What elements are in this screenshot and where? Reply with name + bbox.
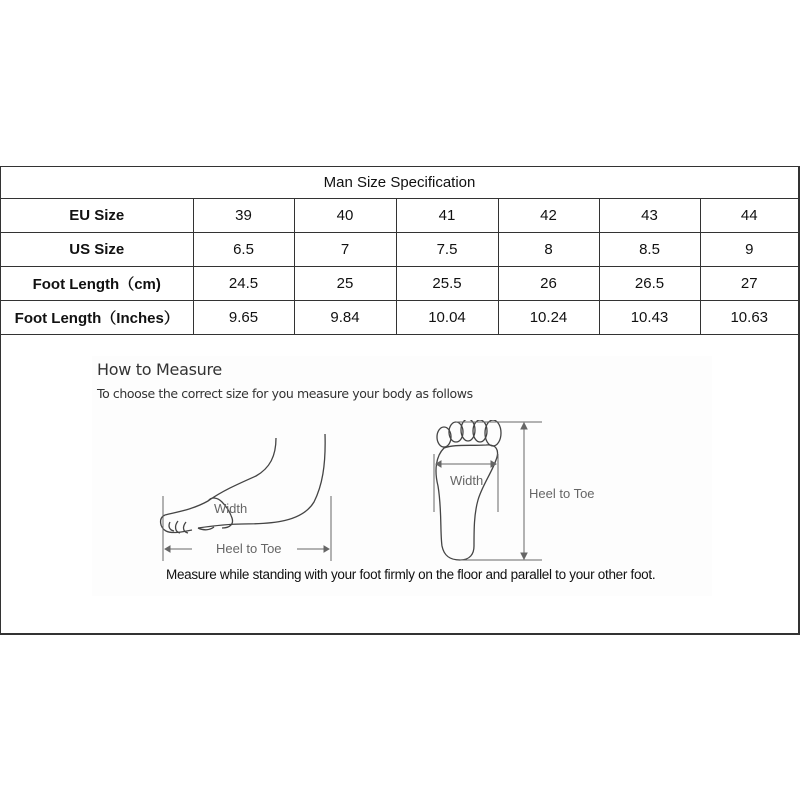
side-heel-to-toe-label: Heel to Toe <box>216 541 282 556</box>
row-label: US Size <box>1 233 193 267</box>
table-cell: 26.5 <box>599 267 700 301</box>
table-cell: 41 <box>396 199 498 233</box>
table-cell: 9.65 <box>193 301 294 335</box>
table-cell: 10.24 <box>498 301 599 335</box>
table-cell: 8 <box>498 233 599 267</box>
table-cell: 43 <box>599 199 700 233</box>
table-cell: 10.04 <box>396 301 498 335</box>
row-label: EU Size <box>1 199 193 233</box>
table-row-foot-length-cm <box>1 267 798 301</box>
table-cell: 6.5 <box>193 233 294 267</box>
table-row-eu-size <box>1 199 798 233</box>
row-label: Foot Length（cm) <box>1 267 193 301</box>
table-cell: 27 <box>700 267 798 301</box>
top-heel-to-toe-label: Heel to Toe <box>529 486 595 501</box>
measure-title: How to Measure <box>97 360 222 379</box>
foot-side-view-icon <box>152 356 352 566</box>
table-cell: 44 <box>700 199 798 233</box>
table-cell: 8.5 <box>599 233 700 267</box>
table-cell: 9.84 <box>294 301 396 335</box>
table-cell: 26 <box>498 267 599 301</box>
how-to-measure-panel <box>92 356 712 596</box>
measure-subtitle: To choose the correct size for you measure your body as follows <box>97 386 473 401</box>
table-cell: 7 <box>294 233 396 267</box>
table-cell: 7.5 <box>396 233 498 267</box>
size-table <box>1 167 798 335</box>
table-title: Man Size Specification <box>1 167 798 199</box>
top-width-label: Width <box>450 473 484 488</box>
table-cell: 10.43 <box>599 301 700 335</box>
side-width-label: Width <box>214 501 248 516</box>
table-cell: 42 <box>498 199 599 233</box>
table-cell: 24.5 <box>193 267 294 301</box>
table-row-us-size <box>1 233 798 267</box>
row-label: Foot Length（Inches） <box>1 301 193 335</box>
table-cell: 10.63 <box>700 301 798 335</box>
table-row-foot-length-inches <box>1 301 798 335</box>
table-cell: 25 <box>294 267 396 301</box>
measure-note: Measure while standing with your foot firmly on the floor and parallel to your other foot. <box>166 567 656 582</box>
table-cell: 39 <box>193 199 294 233</box>
table-title-row <box>1 167 798 199</box>
table-cell: 25.5 <box>396 267 498 301</box>
table-cell: 40 <box>294 199 396 233</box>
table-cell: 9 <box>700 233 798 267</box>
